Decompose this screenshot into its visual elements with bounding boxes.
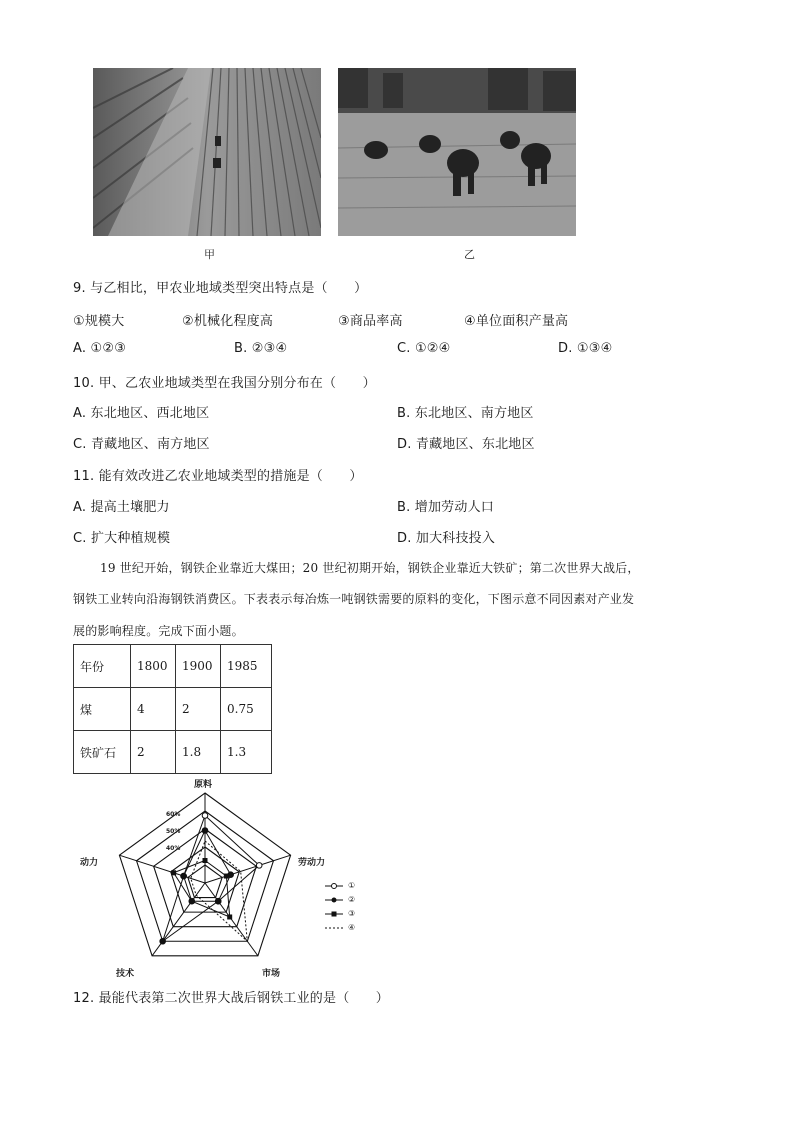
- radar-point-series-1: [202, 813, 208, 819]
- radar-point-series-3: [171, 870, 176, 875]
- radar-point-series-3: [224, 874, 229, 879]
- table-cell: 煤: [74, 688, 131, 731]
- passage-line-3: 展的影响程度。完成下面小题。: [73, 624, 244, 638]
- q11-option-b[interactable]: B. 增加劳动人口: [397, 500, 494, 515]
- legend-label-1: ①: [348, 881, 356, 890]
- q9-option-c[interactable]: C. ①②④: [397, 341, 451, 356]
- q10-option-d[interactable]: D. 青藏地区、东北地区: [397, 437, 535, 452]
- q9-item-3: ③商品率高: [338, 314, 403, 329]
- table-cell: 0.75: [221, 688, 272, 731]
- raw-material-table: [73, 644, 272, 774]
- radar-point-series-3: [203, 858, 208, 863]
- radar-point-series-3: [227, 914, 232, 919]
- radar-axis-label-technology: 技术: [116, 969, 135, 979]
- passage-line-2: 钢铁工业转向沿海钢铁消费区。下表表示每冶炼一吨钢铁需要的原料的变化，下图示意不同因素对产业发: [73, 592, 635, 606]
- radar-axis-label-raw-material: 原料: [194, 780, 213, 790]
- q11-stem: 11. 能有效改进乙农业地域类型的措施是（ ）: [73, 469, 363, 484]
- radar-axis-line: [205, 855, 291, 883]
- table-row: [74, 731, 272, 774]
- radar-axis-label-labor: 劳动力: [298, 858, 326, 868]
- radar-series-line-3: [174, 861, 230, 917]
- radar-point-series-2: [160, 938, 166, 944]
- photo-caption-right: 乙: [464, 248, 475, 261]
- radar-point-series-1: [256, 863, 262, 869]
- table-header-cell: 1800: [131, 645, 176, 688]
- radar-axis-line: [119, 855, 205, 883]
- radar-axis-line: [152, 883, 205, 956]
- table-cell: 1.8: [176, 731, 221, 774]
- q9-stem: 9. 与乙相比，甲农业地域类型突出特点是（ ）: [73, 281, 368, 296]
- radar-point-series-3: [189, 899, 194, 904]
- q11-option-c[interactable]: C. 扩大种植规模: [73, 531, 171, 546]
- radar-axis-label-market: 市场: [262, 969, 281, 979]
- legend-label-2: ②: [348, 895, 356, 904]
- table-header-cell: 1900: [176, 645, 221, 688]
- passage-line-1: 19 世纪开始，钢铁企业靠近大煤田；20 世纪初期开始，钢铁企业靠近大铁矿；第二次世界大战后，: [100, 561, 640, 575]
- table-row: [74, 688, 272, 731]
- q10-stem: 10. 甲、乙农业地域类型在我国分别分布在（ ）: [73, 376, 376, 391]
- q10-option-c[interactable]: C. 青藏地区、南方地区: [73, 437, 210, 452]
- legend-label-4: ④: [348, 923, 356, 932]
- table-header-cell: 年份: [74, 645, 131, 688]
- table-cell: 2: [176, 688, 221, 731]
- table-cell: 4: [131, 688, 176, 731]
- legend-label-3: ③: [348, 909, 356, 918]
- table-cell: 1.3: [221, 731, 272, 774]
- table-cell: 铁矿石: [74, 731, 131, 774]
- radar-point-series-2: [202, 828, 208, 834]
- radar-legend: [324, 880, 346, 936]
- q9-option-a[interactable]: A. ①②③: [73, 341, 127, 356]
- radar-point-series-2: [215, 898, 221, 904]
- q9-item-4: ④单位面积产量高: [464, 314, 569, 329]
- q9-item-1: ①规模大: [73, 314, 125, 329]
- radar-scale-40: 40%: [166, 845, 181, 852]
- q10-option-a[interactable]: A. 东北地区、西北地区: [73, 406, 210, 421]
- table-header-cell: 1985: [221, 645, 272, 688]
- radar-scale-50: 50%: [166, 828, 181, 835]
- radar-point-series-2: [181, 873, 187, 879]
- photo-paddy-field: [338, 68, 576, 236]
- q9-option-d[interactable]: D. ①③④: [558, 341, 613, 356]
- q11-option-a[interactable]: A. 提高土壤肥力: [73, 500, 170, 515]
- table-header-row: [74, 645, 272, 688]
- q10-option-b[interactable]: B. 东北地区、南方地区: [397, 406, 534, 421]
- q9-option-b[interactable]: B. ②③④: [234, 341, 288, 356]
- radar-axis-label-power: 动力: [80, 858, 99, 868]
- q11-option-d[interactable]: D. 加大科技投入: [397, 531, 496, 546]
- radar-scale-60: 60%: [166, 811, 181, 818]
- factor-radar-chart: [70, 778, 390, 978]
- photo-mechanized-farm: [93, 68, 321, 236]
- table-cell: 2: [131, 731, 176, 774]
- q12-stem: 12. 最能代表第二次世界大战后钢铁工业的是（ ）: [73, 991, 390, 1006]
- q9-item-2: ②机械化程度高: [182, 314, 274, 329]
- photo-caption-left: 甲: [204, 248, 215, 261]
